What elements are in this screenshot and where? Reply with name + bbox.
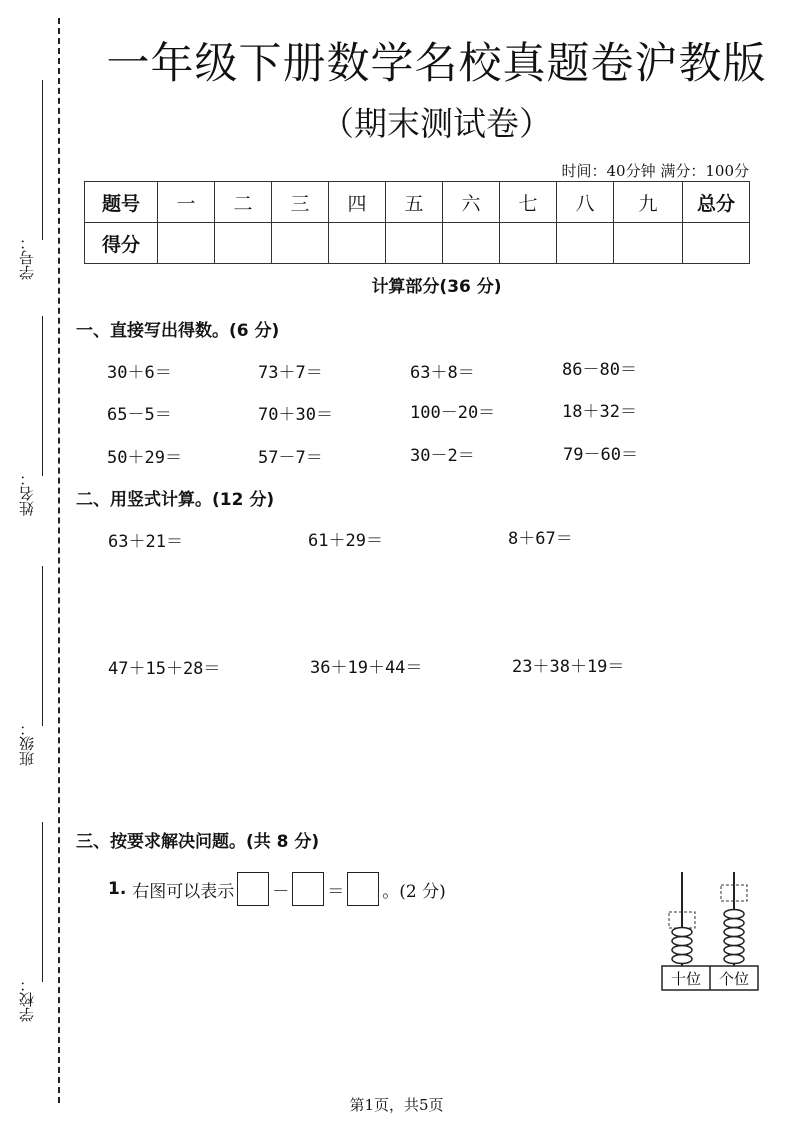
problem: 30－2＝ (410, 446, 475, 466)
abacus-bead (724, 910, 744, 919)
school-line (42, 822, 43, 982)
student-id-line (42, 80, 43, 240)
ones-label: 个位 (718, 970, 750, 988)
abacus-bead (672, 928, 692, 937)
problem: 63＋21＝ (108, 532, 183, 552)
problem: 18＋32＝ (562, 402, 637, 422)
score-header-cell: 三 (272, 182, 329, 223)
score-header-cell: 四 (329, 182, 386, 223)
score-header-cell: 八 (557, 182, 614, 223)
score-input-cell[interactable] (443, 223, 500, 264)
abacus-bead (672, 946, 692, 955)
section-3-title: 三、按要求解决问题。(共 8 分) (76, 832, 320, 852)
student-id-field[interactable] (6, 80, 56, 280)
problem: 79－60＝ (563, 445, 638, 465)
time-info: 时间：40分钟 满分：100分 (561, 162, 749, 180)
problem: 47＋15＋28＝ (108, 659, 221, 679)
binding-dashed-line (58, 18, 60, 1103)
problem: 73＋7＝ (258, 363, 323, 383)
problem: 57－7＝ (258, 448, 323, 468)
score-header-cell: 七 (500, 182, 557, 223)
abacus-bead (724, 937, 744, 946)
question-1 (108, 872, 446, 906)
problem: 36＋19＋44＝ (310, 658, 423, 678)
page-subtitle: （期末测试卷） (321, 104, 552, 143)
abacus-bead (672, 937, 692, 946)
problem: 65－5＝ (107, 405, 172, 425)
score-input-cell[interactable] (329, 223, 386, 264)
score-input-cell[interactable] (386, 223, 443, 264)
equals-sign: ＝ (327, 881, 345, 902)
name-line (42, 316, 43, 476)
score-header-cell: 五 (386, 182, 443, 223)
abacus-bead (672, 955, 692, 964)
score-header-cell: 一 (158, 182, 215, 223)
page-title: 一年级下册数学名校真题卷沪教版 (106, 39, 767, 89)
score-header-cell: 题号 (85, 182, 158, 223)
answer-box-3[interactable] (347, 872, 379, 906)
problem: 30＋6＝ (107, 363, 172, 383)
school-field[interactable] (6, 822, 56, 1022)
problem: 50＋29＝ (107, 448, 182, 468)
score-input-cell[interactable] (215, 223, 272, 264)
score-row-label: 得分 (85, 223, 158, 264)
section-1-title: 一、直接写出得数。(6 分) (76, 321, 280, 341)
section-heading: 计算部分(36 分) (371, 277, 502, 297)
name-field[interactable] (6, 316, 56, 516)
score-input-cell[interactable] (683, 223, 750, 264)
score-input-cell[interactable] (614, 223, 683, 264)
tens-label: 十位 (670, 970, 702, 988)
score-header-cell: 九 (614, 182, 683, 223)
score-input-cell[interactable] (557, 223, 614, 264)
score-header-cell: 二 (215, 182, 272, 223)
score-table-score-row (85, 223, 750, 264)
abacus-drawing (660, 868, 760, 994)
score-table-header-row (85, 182, 750, 223)
abacus-figure (660, 868, 760, 994)
problem: 8＋67＝ (508, 529, 573, 549)
problem: 70＋30＝ (258, 405, 333, 425)
student-id-label: 学号： (18, 235, 36, 280)
problem: 86－80＝ (562, 360, 637, 380)
abacus-bead (724, 919, 744, 928)
score-header-cell: 六 (443, 182, 500, 223)
problem: 23＋38＋19＝ (512, 657, 625, 677)
question-end: 。(2 分) (382, 881, 446, 902)
score-table (84, 181, 750, 264)
class-field[interactable] (6, 566, 56, 766)
score-input-cell[interactable] (158, 223, 215, 264)
name-label: 姓名： (18, 471, 36, 516)
abacus-bead (724, 928, 744, 937)
question-text: 右图可以表示 (132, 881, 235, 902)
minus-sign: － (272, 881, 290, 902)
section-2-title: 二、用竖式计算。(12 分) (76, 490, 275, 510)
problem: 61＋29＝ (308, 531, 383, 551)
class-line (42, 566, 43, 726)
answer-box-1[interactable] (237, 872, 269, 906)
class-label: 班级： (18, 721, 36, 766)
score-input-cell[interactable] (272, 223, 329, 264)
abacus-bead (724, 946, 744, 955)
answer-box-2[interactable] (292, 872, 324, 906)
score-header-cell: 总分 (683, 182, 750, 223)
page-footer: 第1页，共5页 (349, 1096, 444, 1114)
school-label: 学校： (18, 977, 36, 1022)
question-number: 1. (108, 879, 127, 899)
problem: 63＋8＝ (410, 363, 475, 383)
score-input-cell[interactable] (500, 223, 557, 264)
problem: 100－20＝ (410, 403, 496, 423)
abacus-bead (724, 955, 744, 964)
